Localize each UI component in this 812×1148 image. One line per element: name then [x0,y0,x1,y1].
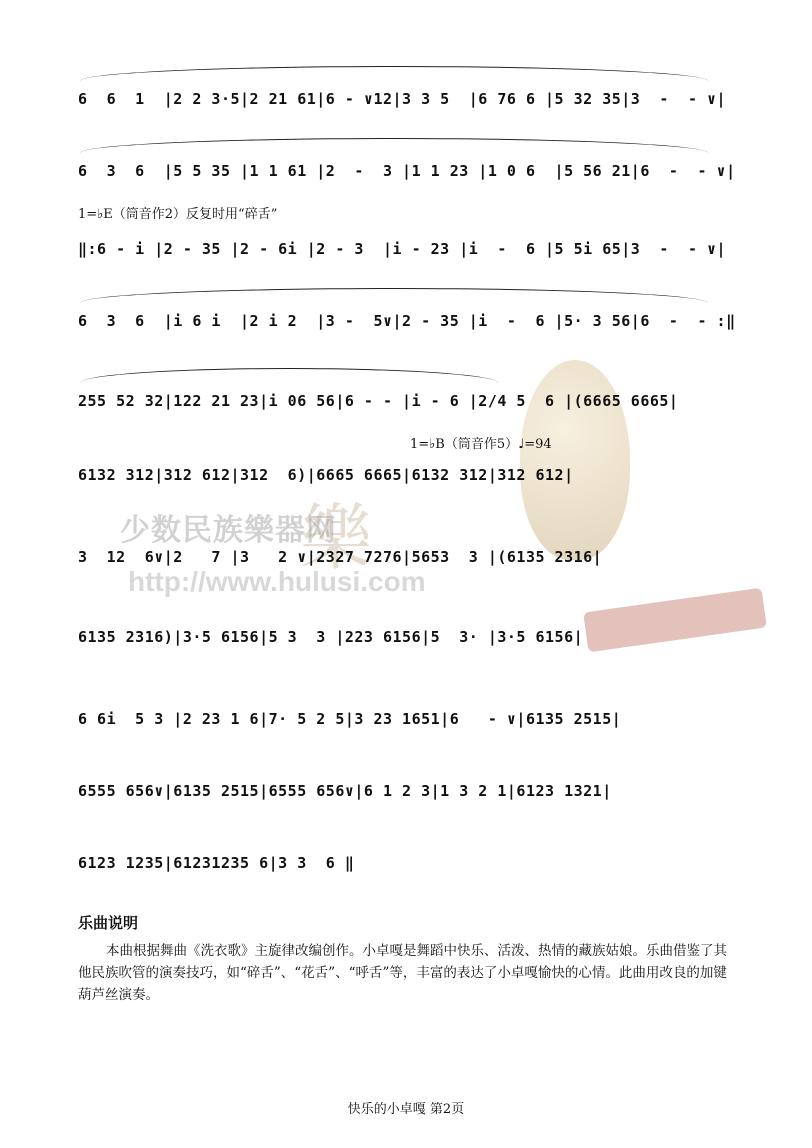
score-row-10 [78,758,728,818]
score-row-9 [78,686,728,746]
score-row-11 [78,830,728,890]
key-signature: 1=♭E（筒音作2）反复时用“碎舌” [78,207,278,222]
slur [80,288,708,303]
score-row-5 [78,368,728,428]
description-title: 乐曲说明 [78,914,139,932]
notation-line: 6555 656∨|6135 2515|6555 656∨|6 1 2 3|1 3 2 1|6123 1321| [78,782,612,800]
notation-line: 3 12 6∨|2 7 |3 2 ∨|2327 7276|5653 3 |(6135 2316| [78,548,603,566]
page-footer: 快乐的小卓嘎 第2页 [347,1102,465,1117]
slur [80,368,498,383]
score-row-7 [78,524,728,584]
slur [80,66,708,81]
notation-line: 255 52 32|122 21 23|i 06 56|6 - - |i - 6 |2/4 5 6 |(6665 6665| [78,392,679,410]
notation-line: 6 6i 5 3 |2 23 1 6|7· 5 2 5|3 23 1651|6 - ∨|6135 2515| [78,710,622,728]
score-row-8 [78,604,728,664]
score-row-4 [78,288,736,348]
notation-line: 6 3 6 |i 6 i |2 i 2 |3 - 5∨|2 - 35 |i - 6 |5· 3 56|6 - - :‖ [78,312,736,330]
slur [80,138,708,153]
notation-line: 6123 1235|61231235 6|3 3 6 ‖ [78,854,355,872]
notation-line: 6 3 6 |5 5 35 |1 1 61 |2 - 3 |1 1 23 |1 0 6 |5 56 21|6 - - ∨| [78,162,736,180]
notation-line: 6 6 1 |2 2 3·5|2 21 61|6 - ∨12|3 3 5 |6 76 6 |5 32 35|3 - - ∨| [78,90,727,108]
score-row-3 [78,216,728,276]
description-body: 本曲根据舞曲《洗衣歌》主旋律改编创作。小卓嘎是舞蹈中快乐、活泼、热情的藏族姑娘。乐曲借鉴了其他民族吹管的演奏技巧，如“碎舌”、“花舌”、“呼舌”等，丰富的表达了小卓嘎愉快的心情。此曲用改良的加键葫芦丝演奏。 [78,943,727,1003]
score-row-6 [78,442,728,502]
score-row-2 [78,138,736,198]
key-signature: 1=♭B（筒音作5）♩=94 [410,437,552,452]
notation-line: ‖:6 - i |2 - 35 |2 - 6i |2 - 3 |i - 23 |i - 6 |5 5i 65|3 - - ∨| [78,240,727,258]
watermark-logo: 樂 [300,496,373,580]
notation-line: 6135 2316)|3·5 6156|5 3 3 |223 6156|5 3· |3·5 6156| [78,628,584,646]
score-row-1 [78,66,728,126]
watermark-site-name: 少数民族樂器网 [120,514,337,547]
watermark-url: http://www.hulusi.com [128,566,426,597]
notation-line: 6132 312|312 612|312 6)|6665 6665|6132 312|312 612| [78,466,574,484]
